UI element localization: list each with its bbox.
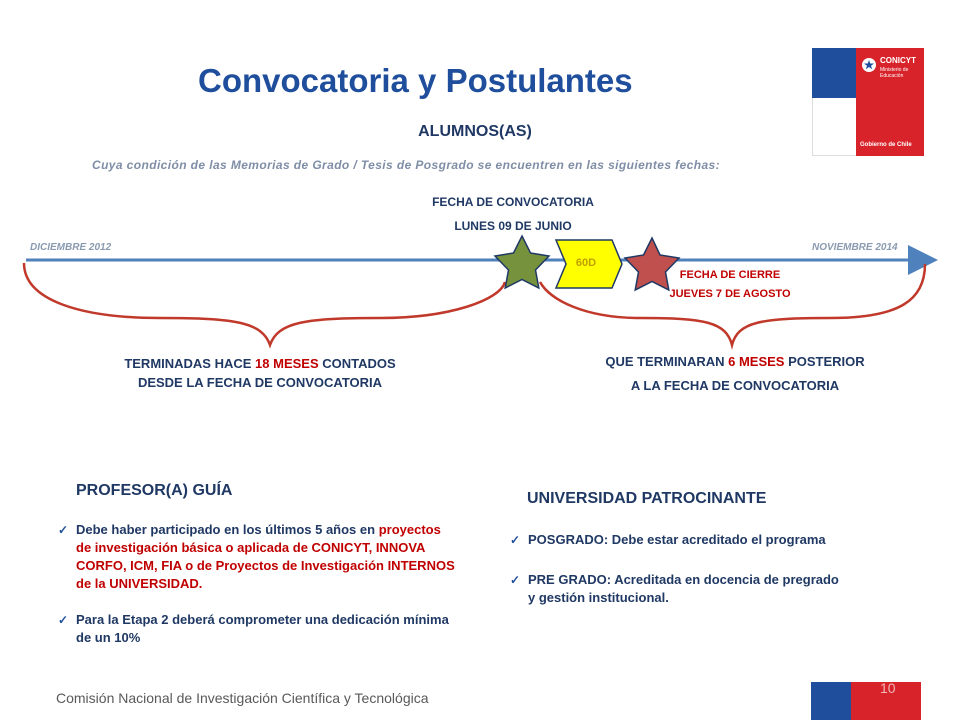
right-highlight: 6 MESES [728,354,785,369]
logo-org-name: CONICYT [880,56,916,65]
condition-text: Cuya condición de las Memorias de Grado / Tesis de Posgrado se encuentren en las siguientes fechas: [92,158,721,172]
page-title: Convocatoria y Postulantes [198,62,633,99]
days-badge-label: 60D [575,257,597,269]
footer-flag-logo [811,682,921,720]
checkmark-icon: ✓ [510,533,521,547]
convocatoria-date: LUNES 09 DE JUNIO [454,219,572,233]
profesor-heading: PROFESOR(A) GUÍA [76,482,233,499]
profesor-list [58,521,458,669]
right-description: QUE TERMINARAN 6 MESES POSTERIOR A LA FECHA DE CONVOCATORIA [605,354,865,393]
left-description: TERMINADAS HACE 18 MESES CONTADOS DESDE LA FECHA DE CONVOCATORIA [124,356,396,390]
universidad-heading: UNIVERSIDAD PATROCINANTE [527,490,767,507]
section-subtitle: ALUMNOS(AS) [418,123,532,140]
list-item: ✓ POSGRADO: Debe estar acreditado el programa [510,532,826,547]
convocatoria-label: FECHA DE CONVOCATORIA [432,195,594,209]
footer-text: Comisión Nacional de Investigación Científica y Tecnológica [56,690,429,706]
checkmark-icon: ✓ [58,613,69,627]
cierre-block [655,266,805,304]
list-item: ✓ Debe haber participado en los últimos 5 años en proyectos de investigación básica o aplicada de CONICYT, INNOVA CORFO, ICM, FIA o de Proyectos de Investigación INTERNOS de la UNIVERSIDAD. [58,522,455,591]
list-item: ✓ PRE GRADO: Acreditada en docencia de pregrado y gestión institucional. [510,572,839,605]
checkmark-icon: ✓ [58,523,69,537]
universidad-list [510,531,840,629]
cierre-date: JUEVES 7 DE AGOSTO [669,288,791,300]
timeline-end-label: NOVIEMBRE 2014 [812,242,898,253]
logo-ministry: Ministerio de Educación [880,67,909,79]
left-highlight: 18 MESES [255,356,319,371]
logo-government: Gobierno de Chile [860,142,912,148]
convocatoria-star-icon [495,236,549,288]
left-brace [24,263,505,345]
page-number: 10 [880,680,896,696]
checkmark-icon: ✓ [510,573,521,587]
timeline-start-label: DICIEMBRE 2012 [30,242,112,253]
cierre-label: FECHA DE CIERRE [679,269,781,281]
list-item: ✓ Para la Etapa 2 deberá comprometer una dedicación mínima de un 10% [58,612,449,645]
